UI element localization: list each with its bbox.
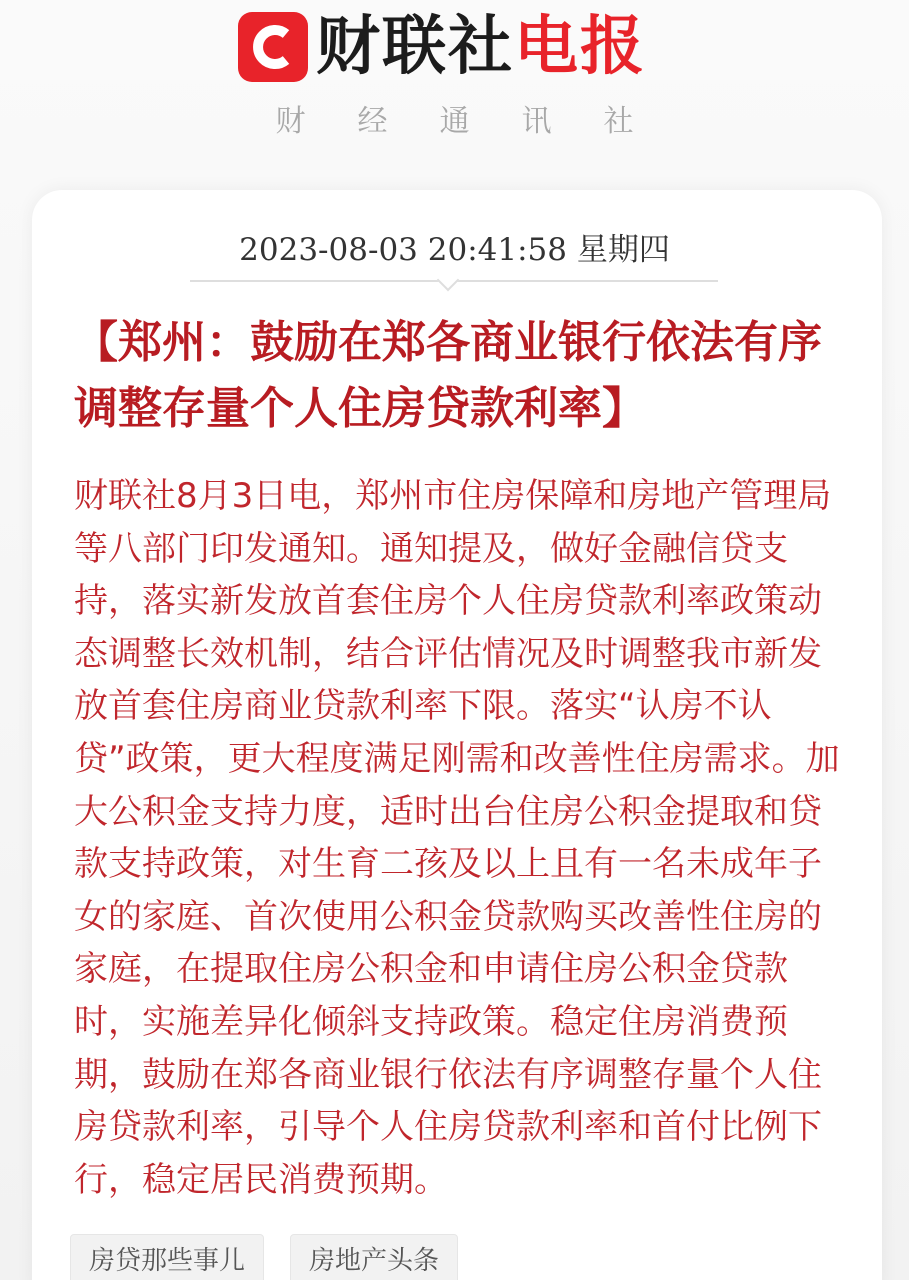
article-headline: 【郑州：鼓励在郑各商业银行依法有序调整存量个人住房贷款利率】 xyxy=(74,317,822,434)
brand-name-highlight: 电报 xyxy=(514,10,646,84)
article-datetime: 2023-08-03 20:41:58 星期四 xyxy=(239,232,670,268)
article-body: 财联社8月3日电，郑州市住房保障和房地产管理局等八部门印发通知。通知提及，做好金融信贷支持，落实新发放首套住房个人住房贷款利率政策动态调整长效机制，结合评估情况及时调整我市新发放首套住房商业贷款利率下限。落实“认房不认贷”政策，更大程度满足刚需和改善性住房需求。加大公积金支持力度，适时出台住房公积金提取和贷款支持政策，对生育二孩及以上且有一名未成年子女的家庭、首次使用公积金贷款购买改善性住房的家庭，在提取住房公积金和申请住房公积金贷款时，实施差异化倾斜支持政策。稳定住房消费预期，鼓励在郑各商业银行依法有序调整存量个人住房贷款利率，引导个人住房贷款利率和首付比例下行，稳定居民消费预期。 xyxy=(74,476,840,1200)
tag-item[interactable]: 房贷那些事儿 xyxy=(70,1234,264,1280)
header xyxy=(0,0,909,180)
c-logo-icon xyxy=(238,12,308,82)
tag-list xyxy=(70,1234,484,1280)
brand-slogan: 财经通讯社 xyxy=(275,104,686,139)
brand-logo xyxy=(238,10,646,84)
brand-name: 财联社 xyxy=(316,10,514,84)
tag-item[interactable]: 房地产头条 xyxy=(290,1234,458,1280)
